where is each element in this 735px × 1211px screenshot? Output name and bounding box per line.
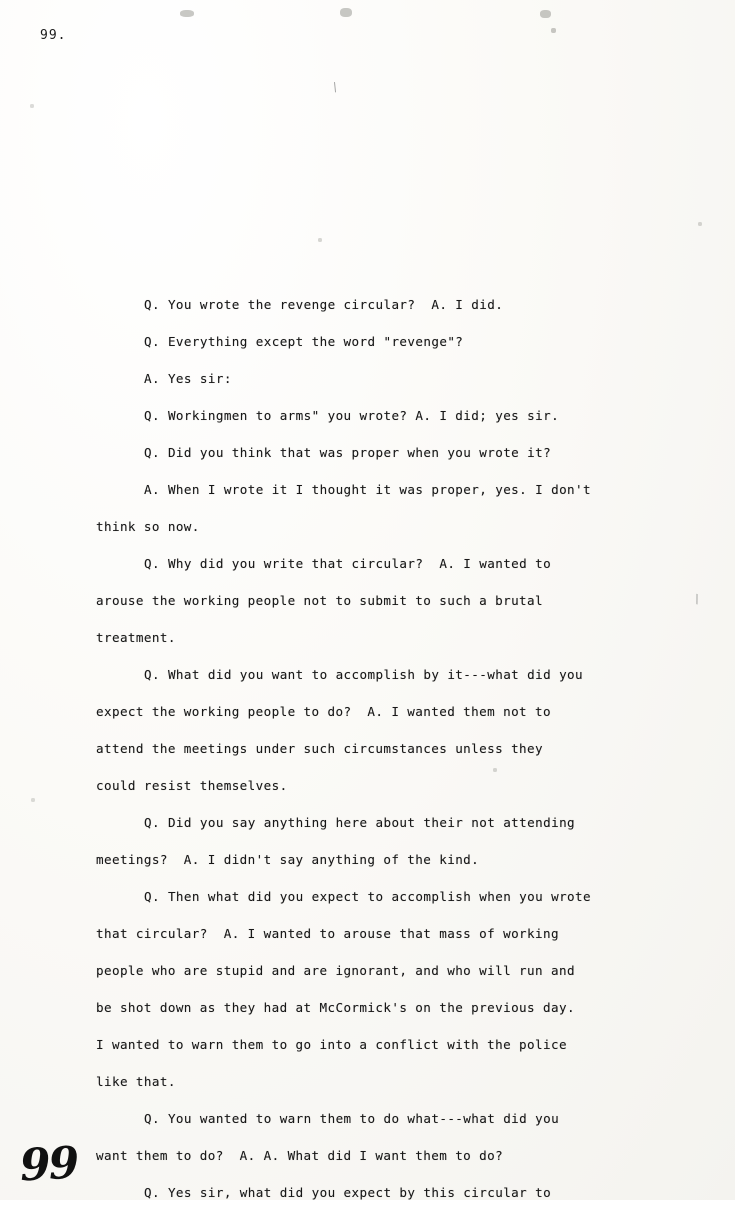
- scan-speck: [698, 222, 702, 226]
- page-number-top: 99.: [40, 28, 67, 43]
- transcript-line: meetings? A. I didn't say anything of the kind.: [96, 852, 480, 867]
- transcript-line: Q. You wanted to warn them to do what---what did you: [144, 1111, 560, 1126]
- transcript-line: Q. Yes sir, what did you expect by this circular to: [144, 1185, 552, 1200]
- scan-speck: [340, 8, 352, 17]
- transcript-line: I wanted to warn them to go into a conflict with the police: [96, 1037, 567, 1052]
- transcript-line: people who are stupid and are ignorant, and who will run and: [96, 963, 575, 978]
- scan-speck: [551, 28, 556, 33]
- transcript-line: A. Yes sir:: [144, 371, 232, 386]
- transcript-line: like that.: [96, 1074, 176, 1089]
- transcript-line: Q. Did you say anything here about their not attending: [144, 815, 576, 830]
- transcript-line: Q. Did you think that was proper when you wrote it?: [144, 445, 552, 460]
- typed-transcript-body: [96, 286, 696, 1211]
- transcript-line: attend the meetings under such circumstances unless they: [96, 741, 543, 756]
- margin-pencil-mark: \: [331, 79, 339, 95]
- transcript-line: that circular? A. I wanted to arouse that mass of working: [96, 926, 559, 941]
- transcript-line: Q. Then what did you expect to accomplish when you wrote: [144, 889, 591, 904]
- transcript-line: arouse the working people not to submit to such a brutal: [96, 593, 543, 608]
- transcript-line: think so now.: [96, 519, 200, 534]
- margin-pencil-mark: \: [692, 591, 702, 607]
- transcript-line: Q. Everything except the word "revenge"?: [144, 334, 464, 349]
- transcript-line: Q. You wrote the revenge circular? A. I did.: [144, 297, 504, 312]
- page-number-handwritten: 99: [18, 1137, 79, 1192]
- transcript-line: expect the working people to do? A. I wanted them not to: [96, 704, 551, 719]
- transcript-line: Q. What did you want to accomplish by it---what did you: [144, 667, 584, 682]
- transcript-line: Q. Workingmen to arms" you wrote? A. I did; yes sir.: [144, 408, 560, 423]
- transcript-line: Q. Why did you write that circular? A. I wanted to: [144, 556, 552, 571]
- transcript-line: A. When I wrote it I thought it was proper, yes. I don't: [144, 482, 591, 497]
- transcript-line: could resist themselves.: [96, 778, 288, 793]
- scan-speck: [540, 10, 551, 18]
- transcript-line: be shot down as they had at McCormick's on the previous day.: [96, 1000, 575, 1015]
- transcript-line: want them to do? A. A. What did I want them to do?: [96, 1148, 504, 1163]
- scan-speck: [180, 10, 194, 17]
- scan-speck: [31, 798, 35, 802]
- scan-speck: [318, 238, 322, 242]
- scan-speck: [30, 104, 34, 108]
- transcript-line: treatment.: [96, 630, 176, 645]
